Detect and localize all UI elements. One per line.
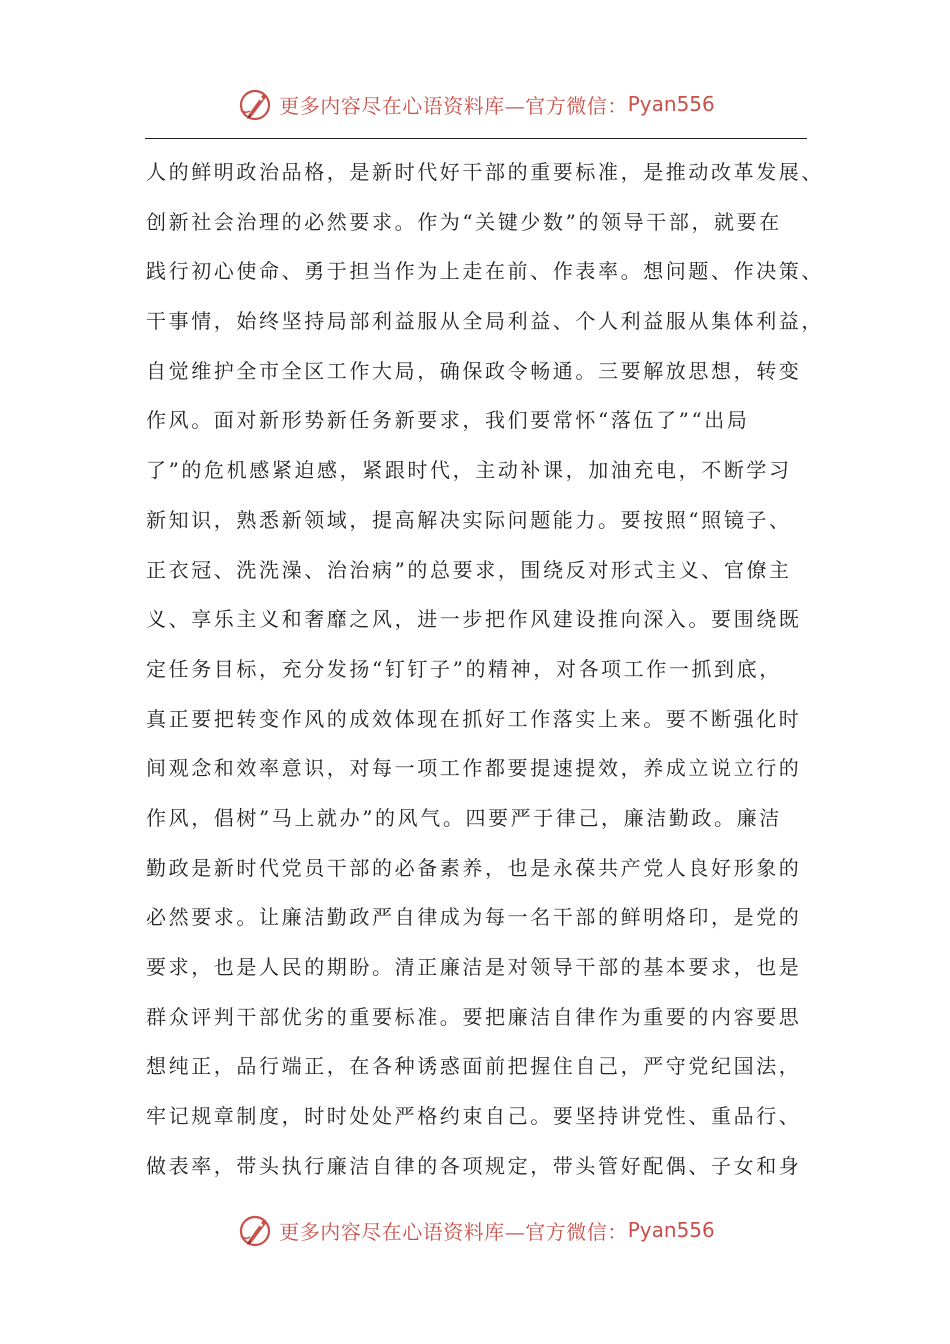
watermark-text: 更多内容尽在心语资料库—官方微信：: [279, 1219, 628, 1244]
text-line: 做表率，带头执行廉洁自律的各项规定，带头管好配偶、子女和身: [146, 1153, 802, 1178]
text-line: 定任务目标，充分发扬“钉钉子”的精神，对各项工作一抓到底，: [146, 656, 782, 681]
text-line: 作风，倡树”马上就办”的风气。四要严于律己，廉洁勤政。廉洁: [146, 805, 782, 830]
text-line: 想纯正，品行端正，在各种诱惑面前把握住自己，严守党纪国法，: [146, 1054, 802, 1079]
watermark-handle: Pyan556: [627, 1218, 715, 1242]
text-line: 间观念和效率意识，对每一项工作都要提速提效，养成立说立行的: [146, 756, 802, 781]
watermark-handle: Pyan556: [627, 92, 715, 116]
text-line: 创新社会治理的必然要求。作为“关键少数”的领导干部，就要在: [146, 209, 782, 234]
text-line: 了”的危机感紧迫感，紧跟时代，主动补课，加油充电，不断学习: [146, 458, 792, 483]
text-line: 义、享乐主义和奢靡之风，进一步把作风建设推向深入。要围绕既: [146, 607, 802, 632]
header-watermark: [0, 82, 950, 126]
pen-nib-logo-icon: [235, 84, 275, 124]
text-line: 牢记规章制度，时时处处严格约束自己。要坚持讲党性、重品行、: [146, 1104, 802, 1129]
text-line: 要求，也是人民的期盼。清正廉洁是对领导干部的基本要求，也是: [146, 955, 802, 979]
watermark-text: 更多内容尽在心语资料库—官方微信：: [279, 93, 628, 118]
text-line: 正衣冠、洗洗澡、治治病”的总要求，围绕反对形式主义、官僚主: [146, 557, 792, 582]
document-body: [146, 148, 826, 1191]
text-line: 践行初心使命、勇于担当作为上走在前、作表率。想问题、作决策、: [146, 259, 824, 284]
text-line: 真正要把转变作风的成效体现在抓好工作落实上来。要不断强化时: [146, 706, 802, 731]
text-line: 人的鲜明政治品格，是新时代好干部的重要标准，是推动改革发展、: [146, 160, 824, 184]
text-line: 必然要求。让廉洁勤政严自律成为每一名干部的鲜明烙印，是党的: [146, 905, 802, 930]
pen-nib-logo-icon: [235, 1210, 275, 1250]
text-line: 新知识，熟悉新领域，提高解决实际问题能力。要按照“照镜子、: [146, 507, 792, 532]
text-line: 干事情，始终坚持局部利益服从全局利益、个人利益服从集体利益，: [146, 309, 824, 334]
text-line: 勤政是新时代党员干部的必备素养，也是永葆共产党人良好形象的: [146, 855, 802, 880]
text-line: 群众评判干部优劣的重要标准。要把廉洁自律作为重要的内容要思: [146, 1004, 802, 1029]
header-divider: [145, 138, 807, 139]
text-line: 自觉维护全市全区工作大局，确保政令畅通。三要解放思想，转变: [146, 358, 802, 383]
text-line: 作风。面对新形势新任务新要求，我们要常怀“落伍了”“出局: [146, 408, 750, 433]
footer-watermark: [0, 1208, 950, 1252]
